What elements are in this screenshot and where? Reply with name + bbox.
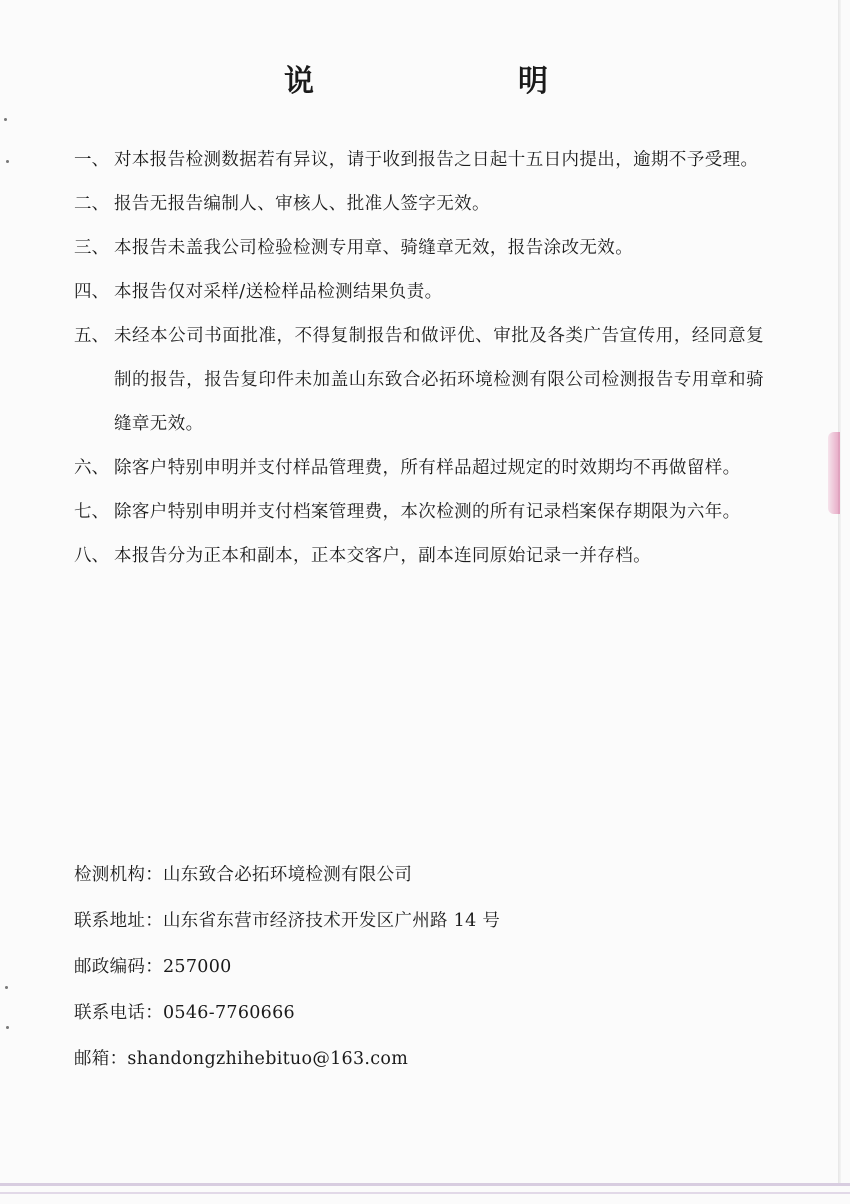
- notice-line: 六年。: [686, 502, 741, 522]
- seal-stamp-edge: [828, 432, 840, 514]
- contact-value: 257000: [163, 957, 232, 977]
- notice-line: 报告无报告编制人、审核人、批准人签字无效。: [114, 194, 490, 214]
- notice-line: 除客户特别申明并支付样品管理费，所有样品超过规定的时效期均不再做: [114, 458, 687, 478]
- notice-number: 五、: [74, 326, 109, 346]
- notice-number: 二、: [74, 194, 109, 214]
- notice-item: [74, 182, 764, 226]
- notice-line: 本报告分为正本和副本，正本交客户，副本连同原始记录一并存档。: [114, 546, 651, 566]
- notice-item: [74, 226, 764, 270]
- notice-text: [114, 446, 764, 490]
- notice-number: 七、: [74, 502, 109, 522]
- contact-label: 联系地址：: [74, 911, 163, 931]
- notice-line: 对本报告检测数据若有异议，请于收到报告之日起十五日内提出，逾期不: [114, 150, 687, 170]
- page-title: [0, 60, 850, 104]
- notice-text: [114, 270, 764, 314]
- contact-phone-row: [74, 990, 674, 1036]
- page-edge-shadow: [838, 0, 841, 1185]
- title-char: 明: [518, 64, 548, 100]
- notice-line: 经同意复制的报告，报告复印件未加盖山东致合必拓环境检测有限公司检: [114, 326, 764, 390]
- contact-label: 邮政编码：: [74, 957, 163, 977]
- notice-line: 予受理。: [686, 150, 759, 170]
- notice-text: [114, 534, 764, 578]
- contact-email-row: [74, 1036, 674, 1082]
- title-char: 说: [284, 64, 314, 100]
- scan-bottom-line-2: [0, 1192, 850, 1194]
- notice-item: [74, 534, 764, 578]
- scan-speck: [4, 118, 7, 121]
- contact-value: 山东致合必拓环境检测有限公司: [163, 865, 413, 885]
- notice-line: 除客户特别申明并支付档案管理费，本次检测的所有记录档案保存期限为: [114, 502, 687, 522]
- notice-item: [74, 314, 764, 446]
- notice-line: 未经本公司书面批准，不得复制报告和做评优、审批及各类广告宣传用，: [114, 326, 692, 346]
- notice-list: [74, 138, 764, 578]
- notice-line: 测报告专用章和骑缝章无效。: [114, 370, 765, 434]
- contact-email-link[interactable]: shandongzhihebituo@163.com: [127, 1049, 409, 1069]
- notice-text: [114, 138, 764, 182]
- notice-item: [74, 446, 764, 490]
- notice-number: 六、: [74, 458, 109, 478]
- contact-org-row: [74, 852, 674, 898]
- scan-speck: [5, 986, 8, 989]
- notice-number: 一、: [74, 150, 109, 170]
- notice-number: 八、: [74, 546, 109, 566]
- notice-item: [74, 490, 764, 534]
- contact-zip-row: [74, 944, 674, 990]
- notice-number: 三、: [74, 238, 109, 258]
- contact-value: 山东省东营市经济技术开发区广州路 14 号: [163, 911, 501, 931]
- notice-text: [114, 490, 764, 534]
- contact-address-row: [74, 898, 674, 944]
- notice-number: 四、: [74, 282, 109, 302]
- notice-text: [114, 182, 764, 226]
- contact-label: 邮箱：: [74, 1049, 128, 1069]
- notice-text: [114, 314, 764, 446]
- scan-speck: [6, 1026, 9, 1029]
- notice-item: [74, 270, 764, 314]
- notice-item: [74, 138, 764, 182]
- notice-text: [114, 226, 764, 270]
- contact-label: 联系电话：: [74, 1003, 163, 1023]
- notice-line: 本报告未盖我公司检验检测专用章、骑缝章无效，报告涂改无效。: [114, 238, 634, 258]
- contact-label: 检测机构：: [74, 865, 163, 885]
- scan-speck: [6, 160, 9, 163]
- notice-line: 留样。: [686, 458, 741, 478]
- scan-bottom-line: [0, 1183, 850, 1186]
- notice-line: 本报告仅对采样/送检样品检测结果负责。: [114, 282, 443, 302]
- contact-info: [74, 852, 674, 1082]
- contact-value: 0546-7760666: [163, 1003, 295, 1023]
